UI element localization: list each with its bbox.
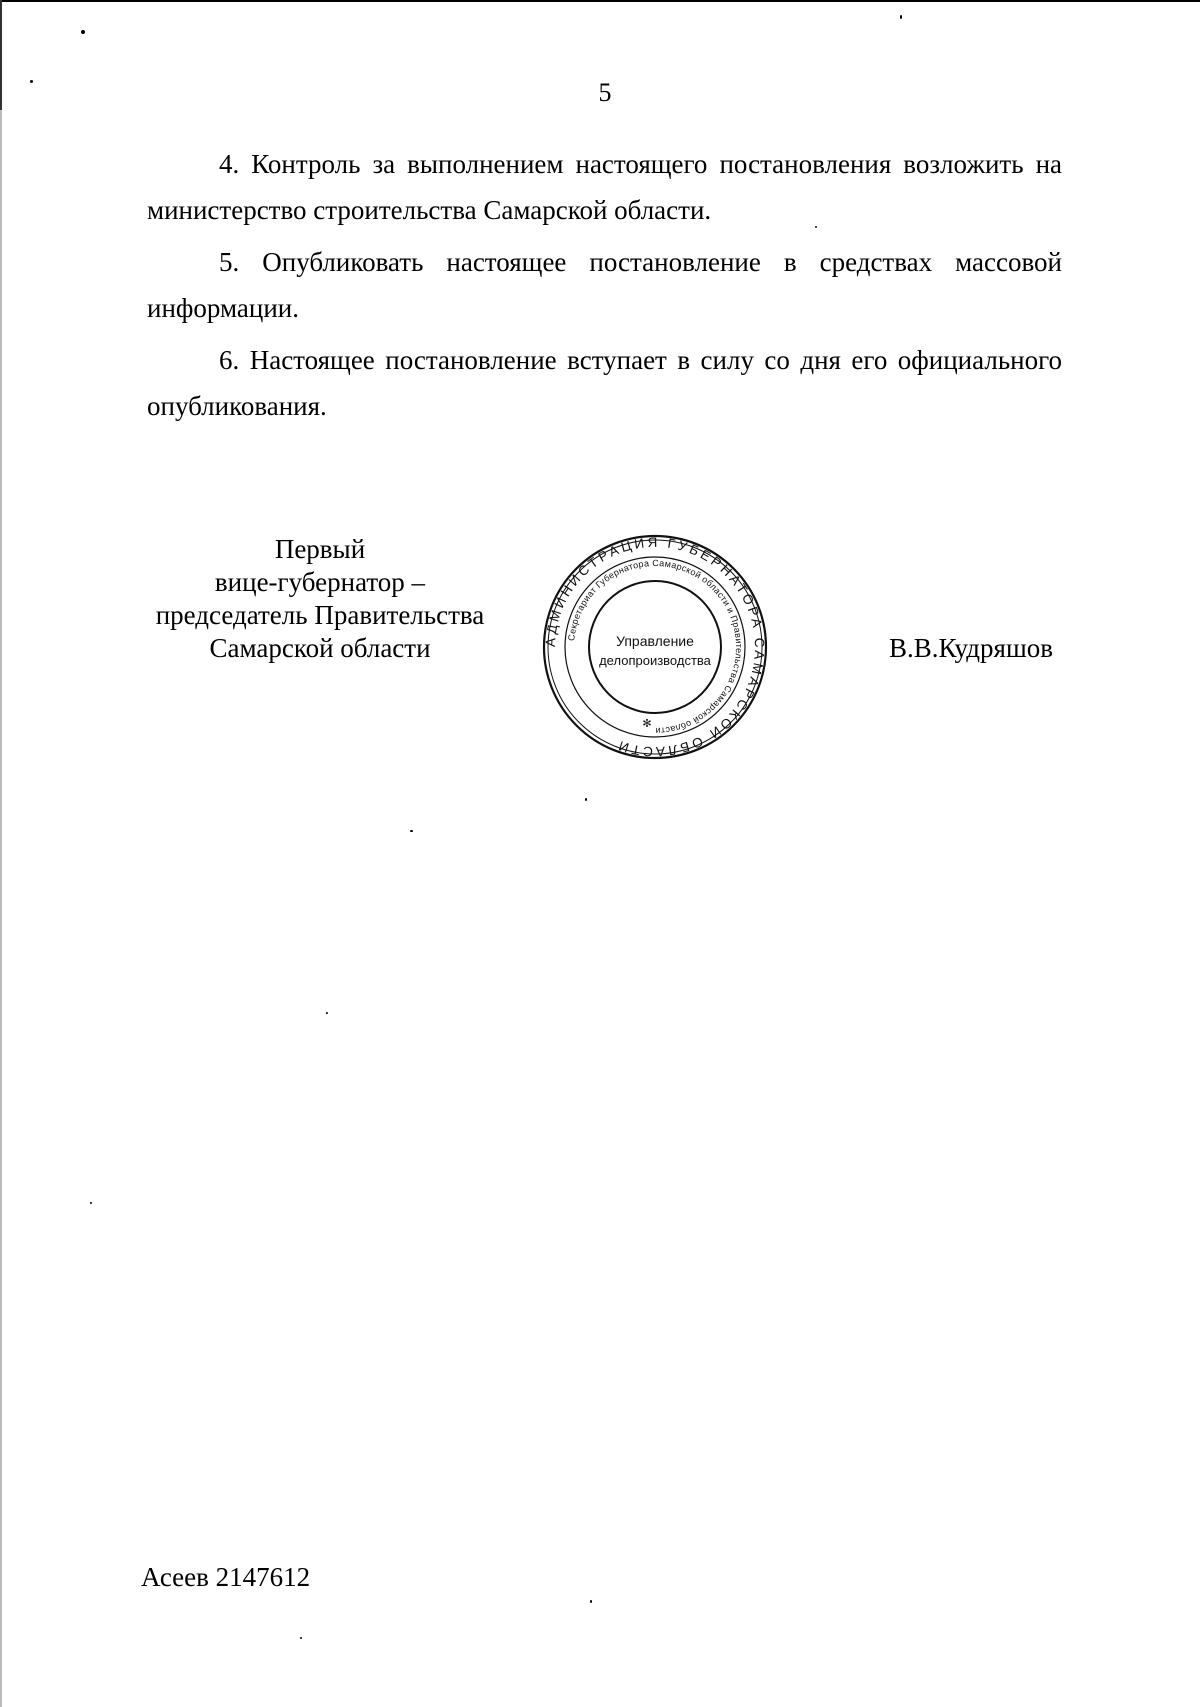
paragraph-4: 4. Контроль за выполнением настоящего постановления возложить на министерство строительства Самарской области. — [147, 149, 1062, 225]
seal-outer-text: АДМИНИСТРАЦИЯ ГУБЕРНАТОРА САМАРСКОЙ ОБЛАСТИ — [542, 534, 768, 760]
scan-speck — [81, 30, 85, 34]
scan-left-edge — [0, 0, 2, 1707]
scan-top-edge — [0, 0, 1200, 2]
scan-speck — [900, 15, 902, 19]
paragraph-5: 5. Опубликовать настоящее постановление в средствах массовой информации. — [147, 247, 1062, 323]
seal-center-line-2: делопроизводства — [599, 653, 711, 668]
scan-speck — [815, 226, 817, 228]
scan-speck — [590, 1600, 592, 1603]
paragraph-6: 6. Настоящее постановление вступает в силу со дня его официального опубликования. — [147, 345, 1062, 421]
seal-center-line-1: Управление — [616, 633, 694, 649]
signatory-title-line: вице-губернатор – — [214, 567, 426, 597]
scan-speck — [30, 80, 33, 83]
signatory-title-line: председатель Правительства — [155, 600, 485, 630]
seal-star-icon: ✻ — [642, 717, 652, 730]
scan-speck — [90, 1202, 92, 1204]
official-seal — [542, 534, 768, 760]
signatory-title-line: Первый — [274, 534, 366, 564]
page-number: 5 — [598, 78, 612, 107]
scan-speck — [585, 798, 587, 801]
seal-inner-text: Секретариат Губернатора Самарской области и Правительства Самарской области — [566, 557, 745, 737]
scan-speck — [326, 1012, 328, 1014]
scan-speck — [300, 1637, 302, 1639]
scan-speck — [410, 830, 413, 832]
author-note: Асеев 2147612 — [141, 1562, 311, 1592]
signatory-title — [140, 533, 500, 665]
signatory-title-line: Самарской области — [209, 633, 431, 663]
signatory-name: В.В.Кудряшов — [889, 633, 1053, 663]
